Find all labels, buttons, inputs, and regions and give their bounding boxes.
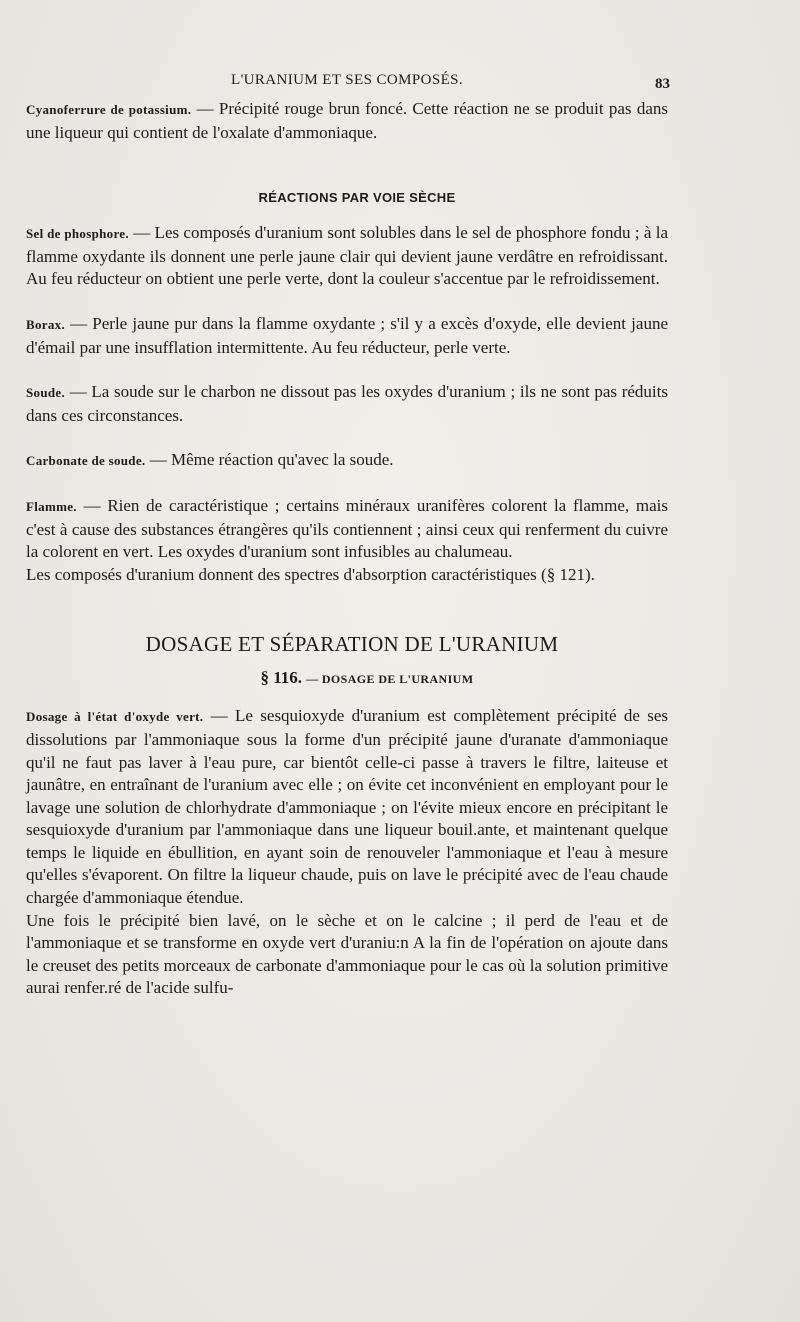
paragraph-calcination: [26, 910, 668, 1000]
paragraph-text: — Rien de caractéristique ; certains minéraux uranifères colorent la flamme, mais c'est à cause des substances étrangères qu'ils contiennent ; ainsi ceux qui renferment du cuivre la colorent en vert. Les oxydes d'uranium sont infusibles au chalumeau.: [26, 495, 668, 562]
text-block: [26, 98, 668, 1000]
paragraph-cyanoferrure: [26, 98, 668, 144]
paragraph-flamme: [26, 495, 668, 564]
runin-heading: Borax.: [26, 316, 65, 332]
paragraph-spectres: [26, 564, 668, 587]
section-number: § 116.: [260, 668, 303, 688]
paragraph-carbonate-de-soude: [26, 449, 668, 473]
paragraph-dosage-oxyde-vert: [26, 705, 668, 909]
page-number: 83: [655, 76, 670, 92]
runin-heading: Flamme.: [26, 498, 77, 514]
runin-heading: Carbonate de soude.: [26, 453, 146, 469]
paragraph-soude: [26, 381, 668, 427]
running-head: [26, 72, 668, 98]
paragraph-text: — Les composés d'uranium sont solubles dans le sel de phosphore fondu ; à la flamme oxydante ils donnent une perle jaune clair qui devient jaune verdâtre en refroidissant. Au feu réducteur on obtient une perle verte, dont la couleur s'accentue par le refroidissement.: [26, 223, 669, 289]
running-head-title: L'URANIUM ET SES COMPOSÉS.: [231, 72, 464, 88]
paragraph-text: — Perle jaune pur dans la flamme oxydante ; s'il y a excès d'oxyde, elle devient jaune d'émail par une insufflation intermittente. Au feu réducteur, perle verte.: [26, 313, 668, 357]
runin-heading: Soude.: [26, 385, 66, 401]
section-title: — DOSAGE DE L'URANIUM: [306, 672, 474, 687]
paragraph-sel-de-phosphore: [26, 222, 668, 291]
paragraph-text: — Le sesquioxyde d'uranium est complètement précipité de ses dissolutions par l'ammoniaque sous la forme d'un précipité jaune d'uranate d'ammoniaque qu'il ne faut pas laver à l'eau pure, car bientôt celle-ci passe à travers le filtre, laiteuse et jaunâtre, en entraînant de l'uranium avec elle ; on évite cet inconvénient en employant pour le lavage une solution de chlorhydrate d'ammoniaque ; on l'évite mieux encore en précipitant le sesquioxyde d'uranium par l'ammoniaque dans une liqueur bouil.ante, et maintenant quelque temps le liquide en ébullition, en ayant soin de renouveler l'ammoniaque et l'eau à mesure qu'elles s'évaporent. On filtre la liqueur chaude, puis on lave le précipité avec de l'eau chaude chargée d'ammoniaque étendue.: [26, 706, 668, 908]
paragraph-text: — La soude sur le charbon ne dissout pas les oxydes d'uranium ; ils ne sont pas réduits dans ces circonstances.: [26, 382, 668, 425]
chapter-title: DOSAGE ET SÉPARATION DE L'URANIUM: [145, 632, 559, 657]
runin-heading: Cyanoferrure de potassium.: [26, 102, 192, 117]
paragraph-borax: [26, 313, 668, 359]
runin-heading: Dosage à l'état d'oxyde vert.: [26, 709, 204, 725]
paragraph-text: — Précipité rouge brun foncé. Cette réaction ne se produit pas dans une liqueur qui contient de l'oxalate d'ammoniaque.: [26, 99, 669, 142]
section-heading-dry-reactions: RÉACTIONS PAR VOIE SÈCHE: [258, 190, 456, 206]
paragraph-section-heading: [26, 666, 668, 691]
paragraph-text: Les composés d'uranium donnent des spectres d'absorption caractéristiques (§ 121).: [26, 564, 595, 584]
runin-heading: Sel de phosphore.: [26, 226, 129, 242]
paragraph-text: Une fois le précipité bien lavé, on le sèche et on le calcine ; il perd de l'eau et de l'ammoniaque et se transforme en oxyde vert d'uraniu:n A la fin de l'opération on ajoute dans le creuset des petits morceaux de carbonate d'ammoniaque pour le cas où la solution primitive aurai renfer.ré de l'acide sulfu-: [26, 910, 668, 998]
paragraph-text: — Même réaction qu'avec la soude.: [145, 450, 394, 470]
